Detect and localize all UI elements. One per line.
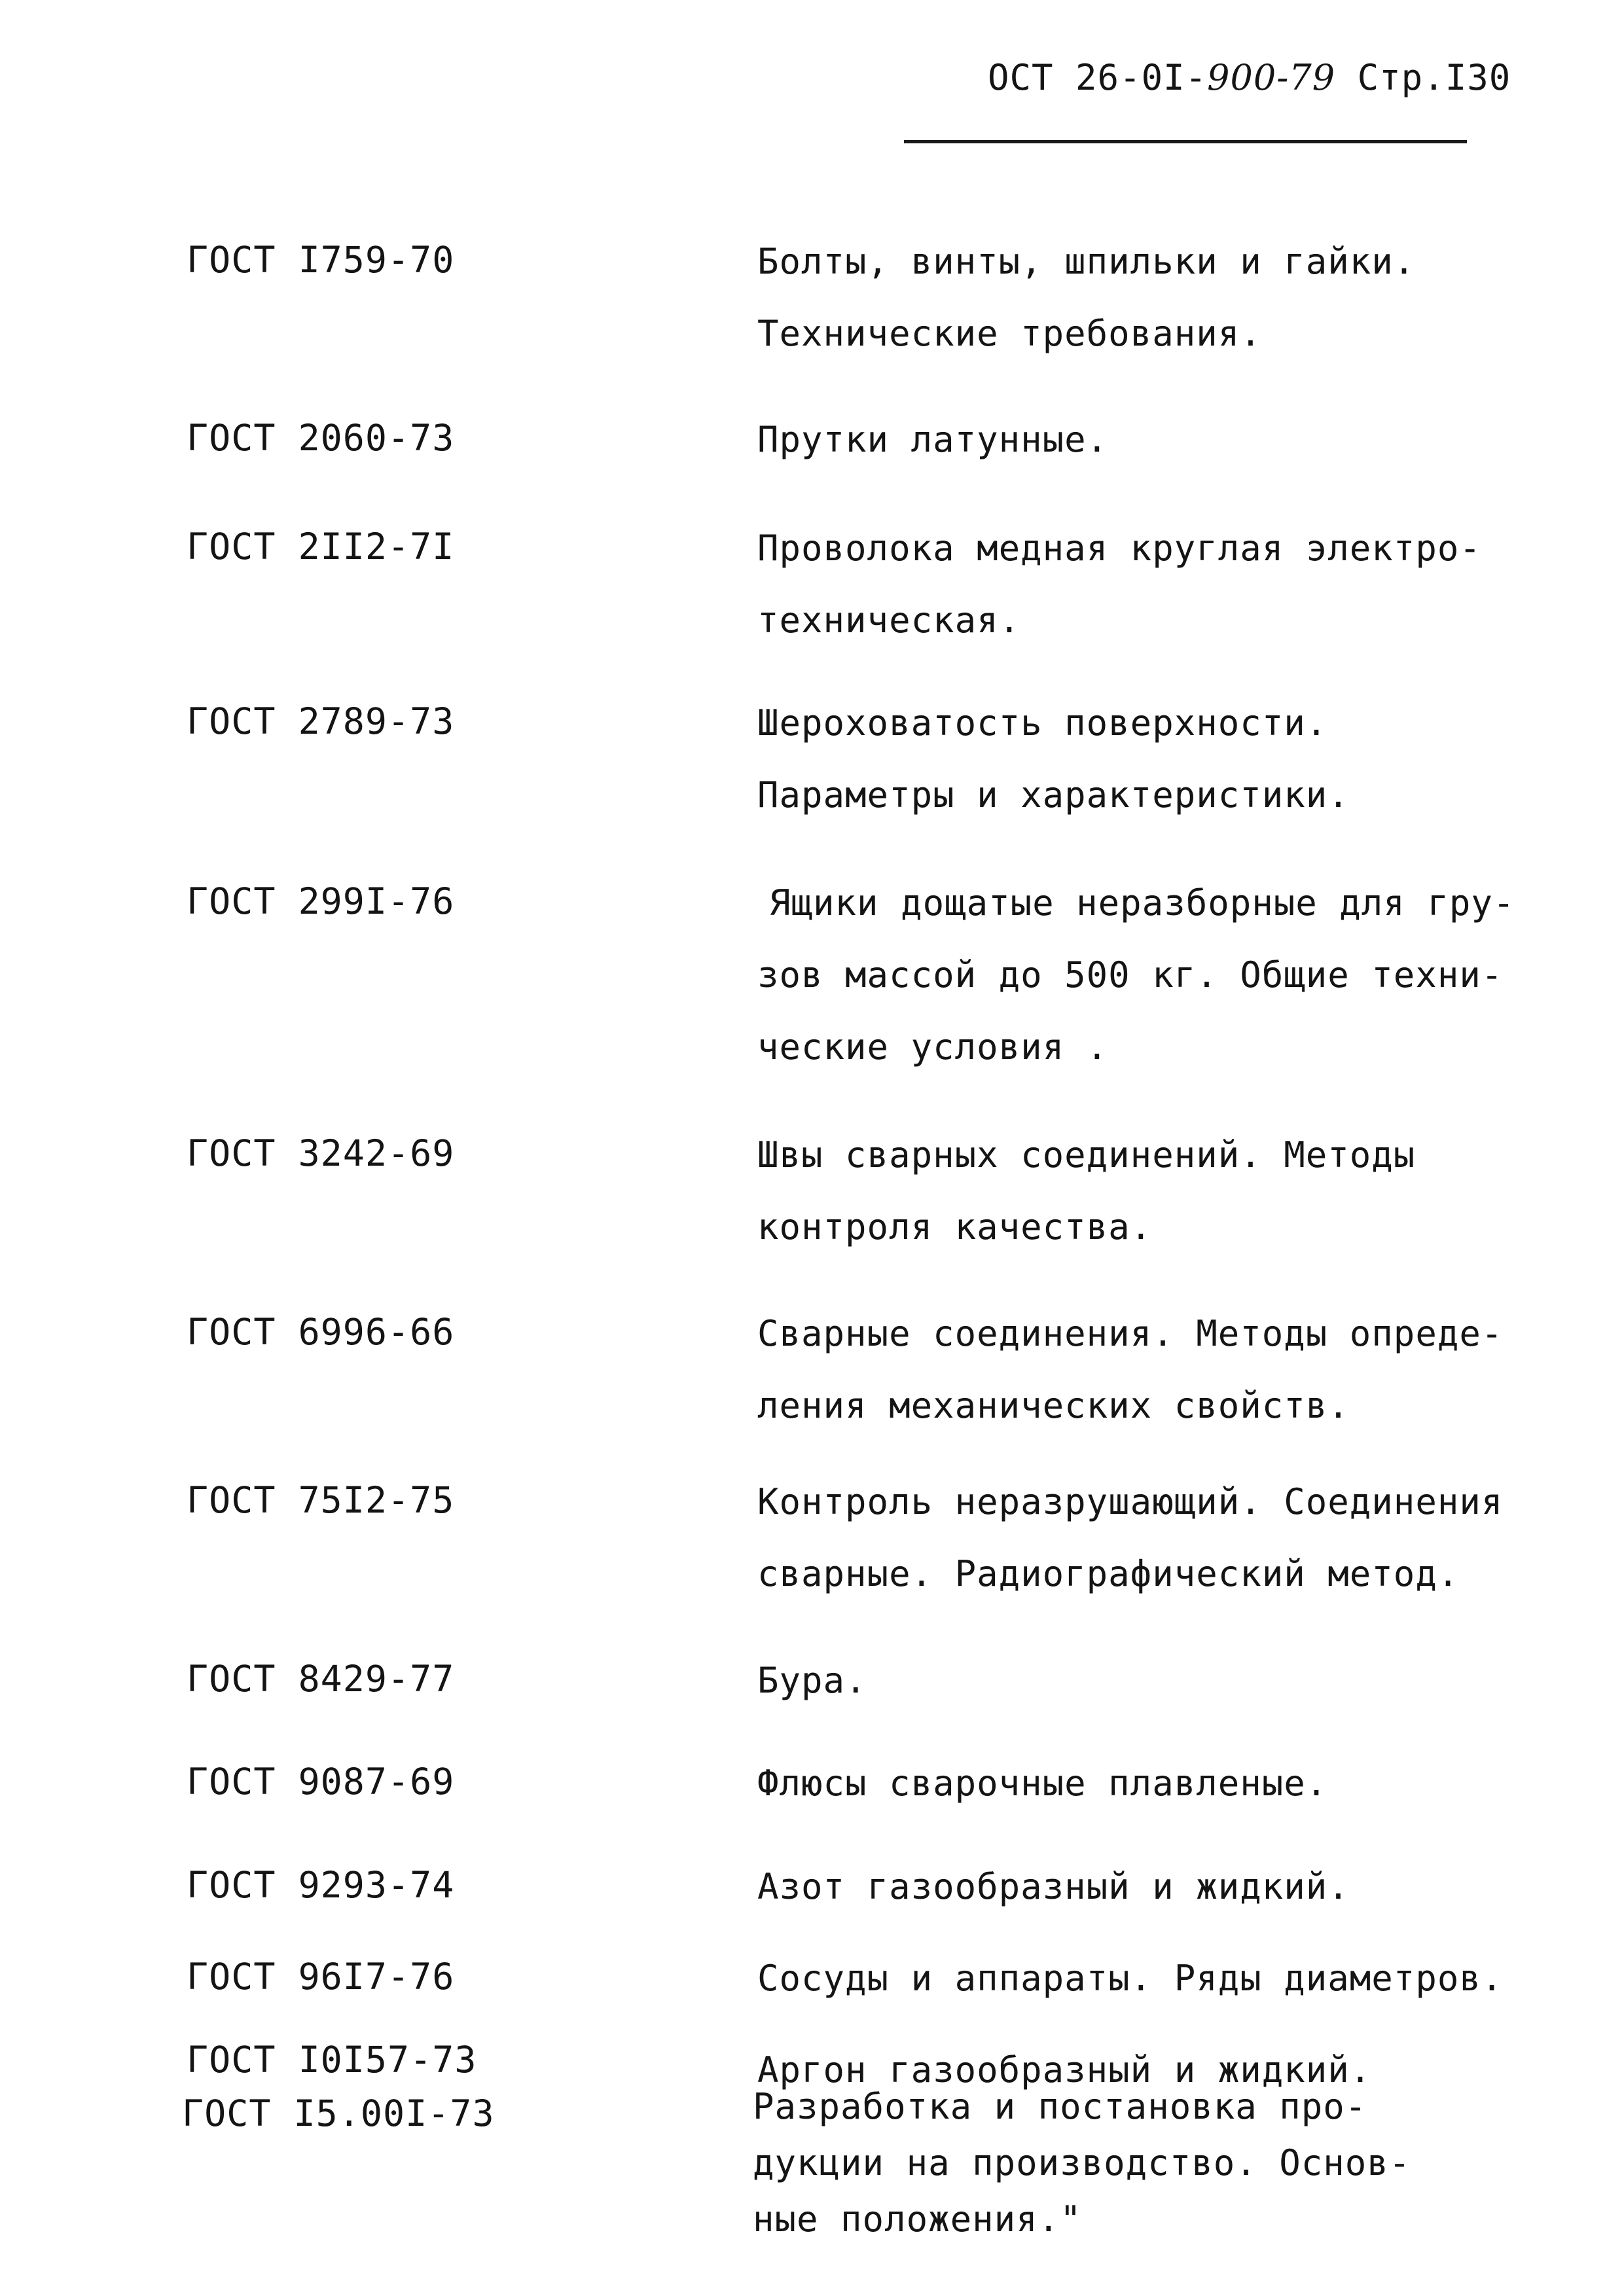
description-line: Швы сварных соединений. Методы [757,1134,1416,1175]
description-line: Параметры и характеристики. [757,774,1350,816]
doc-prefix: ОСТ 26-0I- [988,57,1208,98]
description-line: Разработка и постановка про- [753,2086,1367,2127]
description-line: дукции на производство. Основ- [753,2142,1411,2183]
page-number: Стр.I30 [1335,57,1511,98]
description-line: контроля качества. [757,1206,1153,1247]
standard-code: ГОСТ 3242-69 [187,1132,455,1174]
standard-description [757,1466,1517,1610]
description-line: ческие условия . [757,1026,1109,1067]
description-line: ные положения." [753,2198,1082,2240]
standard-code: ГОСТ 75I2-75 [187,1479,455,1521]
document-designation [988,57,1511,98]
standard-code: ГОСТ 299I-76 [187,880,455,922]
description-line: Болты, винты, шпильки и гайки. [757,241,1416,282]
description-line: техническая. [757,600,1021,641]
standard-description [753,2079,1512,2248]
description-line: Бура. [757,1660,867,1701]
description-line: Прутки латунные. [757,419,1109,460]
standard-description [757,1748,1517,1820]
description-line: Сосуды и аппараты. Ряды диаметров. [757,1958,1504,1999]
standard-description [757,1645,1517,1717]
description-line: Контроль неразрушающий. Соединения [757,1481,1504,1522]
standard-code: ГОСТ 8429-77 [187,1658,455,1700]
standard-description [757,1298,1517,1442]
description-line: Ящики дощатые неразборные для гру- [769,882,1515,924]
header-rule [904,140,1467,143]
description-line: Сварные соединения. Методы опреде- [757,1313,1504,1354]
standard-description [757,687,1517,831]
description-line: Флюсы сварочные плавленые. [757,1763,1328,1804]
standard-description [757,404,1517,476]
description-line: Аргон газообразный и жидкий. [757,2049,1372,2090]
standard-description [757,1851,1517,1923]
description-line: сварные. Радиографический метод. [757,1553,1460,1594]
standard-code: ГОСТ 9293-74 [187,1864,455,1906]
standard-description [757,512,1517,656]
standard-code: ГОСТ I0I57-73 [187,2039,477,2081]
standard-code: ГОСТ I5.00I-73 [182,2092,495,2134]
description-line: зов массой до 500 кг. Общие техни- [757,954,1504,996]
standard-code: ГОСТ 2789-73 [187,700,455,742]
doc-number-handwritten: 900-79 [1207,57,1336,98]
description-line: Шероховатость поверхности. [757,702,1328,744]
standard-code: ГОСТ 2II2-7I [187,526,455,567]
description-line: ления механических свойств. [757,1385,1350,1426]
description-line: Проволока медная круглая электро- [757,528,1481,569]
description-line: Технические требования. [757,313,1262,354]
standard-description [757,1943,1517,2015]
standard-code: ГОСТ 96I7-76 [187,1956,455,1998]
standard-code: ГОСТ 2060-73 [187,417,455,459]
standard-description [757,226,1517,370]
standard-code: ГОСТ 6996-66 [187,1311,455,1353]
standard-code: ГОСТ 9087-69 [187,1761,455,1803]
standard-description [757,867,1528,1083]
standard-description [757,1119,1517,1263]
description-line: Азот газообразный и жидкий. [757,1866,1350,1907]
standard-code: ГОСТ I759-70 [187,239,455,281]
